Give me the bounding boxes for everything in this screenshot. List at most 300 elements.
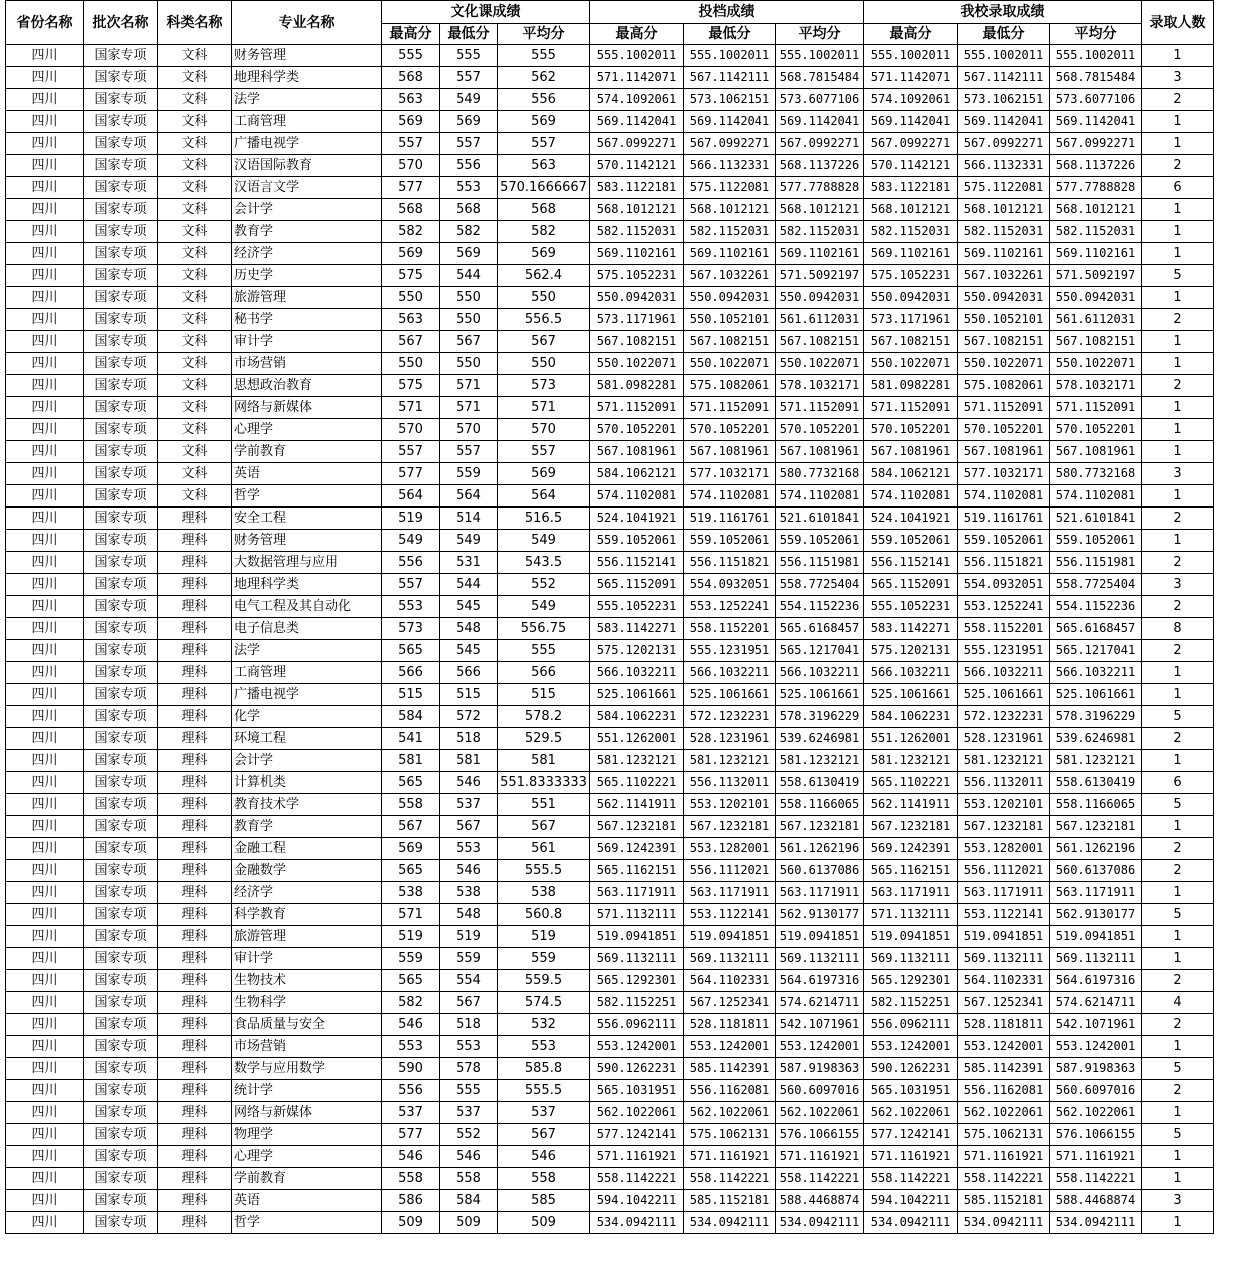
cell-admit-max[interactable]: 590.1262231 bbox=[864, 1058, 958, 1080]
cell-culture-avg[interactable]: 556 bbox=[498, 89, 590, 111]
cell-culture-max[interactable]: 590 bbox=[382, 1058, 440, 1080]
cell-culture-max[interactable]: 573 bbox=[382, 618, 440, 640]
cell-category[interactable]: 理科 bbox=[158, 1102, 232, 1124]
cell-admit-min[interactable]: 567.0992271 bbox=[958, 133, 1050, 155]
cell-count[interactable]: 1 bbox=[1142, 419, 1214, 441]
cell-file-min[interactable]: 563.1171911 bbox=[684, 882, 776, 904]
header-file-min[interactable]: 最低分 bbox=[684, 24, 776, 45]
cell-file-max[interactable]: 566.1032211 bbox=[590, 662, 684, 684]
cell-major[interactable]: 经济学 bbox=[232, 243, 382, 265]
table-row[interactable] bbox=[6, 463, 1214, 485]
cell-admit-max[interactable]: 571.1152091 bbox=[864, 397, 958, 419]
cell-count[interactable]: 1 bbox=[1142, 133, 1214, 155]
cell-admit-min[interactable]: 563.1171911 bbox=[958, 882, 1050, 904]
cell-culture-avg[interactable]: 567 bbox=[498, 816, 590, 838]
table-row[interactable] bbox=[6, 1168, 1214, 1190]
cell-province[interactable]: 四川 bbox=[6, 574, 84, 596]
cell-admit-min[interactable]: 519.1161761 bbox=[958, 507, 1050, 530]
cell-admit-avg[interactable]: 568.1137226 bbox=[1050, 155, 1142, 177]
cell-file-max[interactable]: 569.1242391 bbox=[590, 838, 684, 860]
cell-file-avg[interactable]: 565.1217041 bbox=[776, 640, 864, 662]
cell-province[interactable]: 四川 bbox=[6, 772, 84, 794]
cell-culture-max[interactable]: 553 bbox=[382, 1036, 440, 1058]
cell-major[interactable]: 计算机类 bbox=[232, 772, 382, 794]
cell-culture-min[interactable]: 569 bbox=[440, 243, 498, 265]
cell-admit-max[interactable]: 584.1062121 bbox=[864, 463, 958, 485]
cell-culture-max[interactable]: 577 bbox=[382, 177, 440, 199]
table-row[interactable] bbox=[6, 111, 1214, 133]
cell-major[interactable]: 财务管理 bbox=[232, 45, 382, 67]
cell-admit-avg[interactable]: 519.0941851 bbox=[1050, 926, 1142, 948]
cell-file-avg[interactable]: 573.6077106 bbox=[776, 89, 864, 111]
cell-culture-max[interactable]: 565 bbox=[382, 772, 440, 794]
cell-count[interactable]: 1 bbox=[1142, 1168, 1214, 1190]
cell-file-max[interactable]: 583.1142271 bbox=[590, 618, 684, 640]
cell-batch[interactable]: 国家专项 bbox=[84, 992, 158, 1014]
cell-culture-min[interactable]: 567 bbox=[440, 992, 498, 1014]
cell-admit-max[interactable]: 569.1142041 bbox=[864, 111, 958, 133]
cell-culture-min[interactable]: 555 bbox=[440, 1080, 498, 1102]
cell-batch[interactable]: 国家专项 bbox=[84, 706, 158, 728]
cell-admit-min[interactable]: 568.1012121 bbox=[958, 199, 1050, 221]
cell-batch[interactable]: 国家专项 bbox=[84, 177, 158, 199]
cell-admit-max[interactable]: 567.1082151 bbox=[864, 331, 958, 353]
table-row[interactable] bbox=[6, 970, 1214, 992]
cell-batch[interactable]: 国家专项 bbox=[84, 353, 158, 375]
cell-batch[interactable]: 国家专项 bbox=[84, 882, 158, 904]
cell-admit-min[interactable]: 519.0941851 bbox=[958, 926, 1050, 948]
cell-file-avg[interactable]: 574.1102081 bbox=[776, 485, 864, 508]
cell-file-avg[interactable]: 525.1061661 bbox=[776, 684, 864, 706]
cell-file-min[interactable]: 573.1062151 bbox=[684, 89, 776, 111]
table-row[interactable] bbox=[6, 177, 1214, 199]
cell-file-min[interactable]: 528.1181811 bbox=[684, 1014, 776, 1036]
cell-province[interactable]: 四川 bbox=[6, 618, 84, 640]
cell-major[interactable]: 旅游管理 bbox=[232, 926, 382, 948]
cell-count[interactable]: 2 bbox=[1142, 309, 1214, 331]
cell-culture-avg[interactable]: 551 bbox=[498, 794, 590, 816]
cell-file-avg[interactable]: 554.1152236 bbox=[776, 596, 864, 618]
cell-file-max[interactable]: 519.0941851 bbox=[590, 926, 684, 948]
cell-culture-max[interactable]: 564 bbox=[382, 485, 440, 508]
table-row[interactable] bbox=[6, 706, 1214, 728]
cell-culture-max[interactable]: 559 bbox=[382, 948, 440, 970]
cell-culture-min[interactable]: 566 bbox=[440, 662, 498, 684]
cell-major[interactable]: 教育学 bbox=[232, 221, 382, 243]
cell-culture-avg[interactable]: 537 bbox=[498, 1102, 590, 1124]
cell-admit-max[interactable]: 565.1292301 bbox=[864, 970, 958, 992]
cell-culture-avg[interactable]: 546 bbox=[498, 1146, 590, 1168]
cell-culture-avg[interactable]: 509 bbox=[498, 1212, 590, 1234]
cell-admit-avg[interactable]: 569.1142041 bbox=[1050, 111, 1142, 133]
cell-file-avg[interactable]: 521.6101841 bbox=[776, 507, 864, 530]
cell-major[interactable]: 市场营销 bbox=[232, 1036, 382, 1058]
cell-culture-avg[interactable]: 555.5 bbox=[498, 1080, 590, 1102]
cell-admit-min[interactable]: 575.1062131 bbox=[958, 1124, 1050, 1146]
cell-count[interactable]: 4 bbox=[1142, 992, 1214, 1014]
table-row[interactable] bbox=[6, 1124, 1214, 1146]
cell-culture-avg[interactable]: 582 bbox=[498, 221, 590, 243]
cell-batch[interactable]: 国家专项 bbox=[84, 618, 158, 640]
cell-count[interactable]: 2 bbox=[1142, 89, 1214, 111]
cell-file-min[interactable]: 528.1231961 bbox=[684, 728, 776, 750]
cell-major[interactable]: 秘书学 bbox=[232, 309, 382, 331]
cell-count[interactable]: 1 bbox=[1142, 331, 1214, 353]
cell-province[interactable]: 四川 bbox=[6, 67, 84, 89]
cell-admit-min[interactable]: 558.1152201 bbox=[958, 618, 1050, 640]
cell-file-avg[interactable]: 567.0992271 bbox=[776, 133, 864, 155]
cell-culture-max[interactable]: 568 bbox=[382, 67, 440, 89]
cell-count[interactable]: 3 bbox=[1142, 574, 1214, 596]
cell-culture-min[interactable]: 567 bbox=[440, 816, 498, 838]
cell-province[interactable]: 四川 bbox=[6, 882, 84, 904]
cell-culture-avg[interactable]: 553 bbox=[498, 1036, 590, 1058]
cell-category[interactable]: 文科 bbox=[158, 353, 232, 375]
cell-culture-avg[interactable]: 543.5 bbox=[498, 552, 590, 574]
cell-culture-avg[interactable]: 532 bbox=[498, 1014, 590, 1036]
cell-admit-avg[interactable]: 563.1171911 bbox=[1050, 882, 1142, 904]
cell-file-avg[interactable]: 565.6168457 bbox=[776, 618, 864, 640]
cell-file-max[interactable]: 574.1092061 bbox=[590, 89, 684, 111]
cell-admit-max[interactable]: 577.1242141 bbox=[864, 1124, 958, 1146]
cell-file-min[interactable]: 553.1122141 bbox=[684, 904, 776, 926]
cell-admit-min[interactable]: 559.1052061 bbox=[958, 530, 1050, 552]
cell-file-avg[interactable]: 581.1232121 bbox=[776, 750, 864, 772]
cell-admit-min[interactable]: 556.1112021 bbox=[958, 860, 1050, 882]
cell-count[interactable]: 5 bbox=[1142, 706, 1214, 728]
cell-file-avg[interactable]: 555.1002011 bbox=[776, 45, 864, 67]
cell-culture-max[interactable]: 546 bbox=[382, 1014, 440, 1036]
cell-major[interactable]: 教育学 bbox=[232, 816, 382, 838]
cell-file-avg[interactable]: 578.3196229 bbox=[776, 706, 864, 728]
cell-file-min[interactable]: 571.1161921 bbox=[684, 1146, 776, 1168]
cell-file-avg[interactable]: 558.6130419 bbox=[776, 772, 864, 794]
cell-culture-avg[interactable]: 568 bbox=[498, 199, 590, 221]
cell-province[interactable]: 四川 bbox=[6, 992, 84, 1014]
cell-culture-min[interactable]: 546 bbox=[440, 860, 498, 882]
cell-province[interactable]: 四川 bbox=[6, 838, 84, 860]
cell-province[interactable]: 四川 bbox=[6, 287, 84, 309]
cell-province[interactable]: 四川 bbox=[6, 265, 84, 287]
cell-category[interactable]: 理科 bbox=[158, 948, 232, 970]
cell-culture-max[interactable]: 586 bbox=[382, 1190, 440, 1212]
cell-admit-min[interactable]: 556.1162081 bbox=[958, 1080, 1050, 1102]
cell-culture-max[interactable]: 509 bbox=[382, 1212, 440, 1234]
header-culture-max[interactable]: 最高分 bbox=[382, 24, 440, 45]
cell-file-max[interactable]: 581.0982281 bbox=[590, 375, 684, 397]
cell-culture-avg[interactable]: 556.5 bbox=[498, 309, 590, 331]
cell-file-min[interactable]: 567.1252341 bbox=[684, 992, 776, 1014]
cell-batch[interactable]: 国家专项 bbox=[84, 728, 158, 750]
cell-file-min[interactable]: 567.1081961 bbox=[684, 441, 776, 463]
cell-file-min[interactable]: 553.1202101 bbox=[684, 794, 776, 816]
cell-category[interactable]: 文科 bbox=[158, 331, 232, 353]
cell-culture-avg[interactable]: 516.5 bbox=[498, 507, 590, 530]
cell-category[interactable]: 理科 bbox=[158, 1014, 232, 1036]
cell-admit-max[interactable]: 556.1152141 bbox=[864, 552, 958, 574]
cell-admit-max[interactable]: 583.1142271 bbox=[864, 618, 958, 640]
cell-admit-min[interactable]: 555.1002011 bbox=[958, 45, 1050, 67]
cell-major[interactable]: 会计学 bbox=[232, 750, 382, 772]
cell-admit-avg[interactable]: 562.1022061 bbox=[1050, 1102, 1142, 1124]
cell-admit-min[interactable]: 556.1132011 bbox=[958, 772, 1050, 794]
cell-admit-max[interactable]: 550.0942031 bbox=[864, 287, 958, 309]
cell-culture-avg[interactable]: 558 bbox=[498, 1168, 590, 1190]
cell-culture-min[interactable]: 569 bbox=[440, 111, 498, 133]
cell-count[interactable]: 3 bbox=[1142, 1190, 1214, 1212]
table-row[interactable] bbox=[6, 904, 1214, 926]
cell-province[interactable]: 四川 bbox=[6, 221, 84, 243]
cell-file-max[interactable]: 567.0992271 bbox=[590, 133, 684, 155]
cell-batch[interactable]: 国家专项 bbox=[84, 1102, 158, 1124]
cell-file-avg[interactable]: 556.1151981 bbox=[776, 552, 864, 574]
cell-count[interactable]: 1 bbox=[1142, 1146, 1214, 1168]
cell-admit-min[interactable]: 572.1232231 bbox=[958, 706, 1050, 728]
cell-admit-max[interactable]: 569.1132111 bbox=[864, 948, 958, 970]
cell-culture-min[interactable]: 554 bbox=[440, 970, 498, 992]
cell-file-max[interactable]: 584.1062121 bbox=[590, 463, 684, 485]
cell-admit-max[interactable]: 562.1022061 bbox=[864, 1102, 958, 1124]
cell-culture-avg[interactable]: 569 bbox=[498, 463, 590, 485]
cell-file-max[interactable]: 559.1052061 bbox=[590, 530, 684, 552]
cell-admit-avg[interactable]: 560.6097016 bbox=[1050, 1080, 1142, 1102]
cell-admit-avg[interactable]: 565.6168457 bbox=[1050, 618, 1142, 640]
cell-file-min[interactable]: 556.1151821 bbox=[684, 552, 776, 574]
table-row[interactable] bbox=[6, 596, 1214, 618]
cell-major[interactable]: 法学 bbox=[232, 640, 382, 662]
cell-file-max[interactable]: 534.0942111 bbox=[590, 1212, 684, 1234]
cell-culture-avg[interactable]: 566 bbox=[498, 662, 590, 684]
cell-file-avg[interactable]: 567.1081961 bbox=[776, 441, 864, 463]
cell-culture-max[interactable]: 582 bbox=[382, 221, 440, 243]
cell-file-min[interactable]: 566.1132331 bbox=[684, 155, 776, 177]
cell-admit-avg[interactable]: 566.1032211 bbox=[1050, 662, 1142, 684]
cell-admit-avg[interactable]: 569.1132111 bbox=[1050, 948, 1142, 970]
cell-admit-max[interactable]: 519.0941851 bbox=[864, 926, 958, 948]
cell-admit-avg[interactable]: 558.7725404 bbox=[1050, 574, 1142, 596]
cell-culture-max[interactable]: 565 bbox=[382, 640, 440, 662]
cell-culture-max[interactable]: 550 bbox=[382, 287, 440, 309]
cell-province[interactable]: 四川 bbox=[6, 948, 84, 970]
cell-category[interactable]: 理科 bbox=[158, 970, 232, 992]
cell-file-min[interactable]: 519.1161761 bbox=[684, 507, 776, 530]
cell-admit-max[interactable]: 555.1002011 bbox=[864, 45, 958, 67]
cell-culture-min[interactable]: 537 bbox=[440, 794, 498, 816]
cell-category[interactable]: 文科 bbox=[158, 441, 232, 463]
cell-category[interactable]: 理科 bbox=[158, 1212, 232, 1234]
cell-count[interactable]: 2 bbox=[1142, 375, 1214, 397]
cell-culture-avg[interactable]: 559 bbox=[498, 948, 590, 970]
cell-category[interactable]: 文科 bbox=[158, 287, 232, 309]
header-file-max[interactable]: 最高分 bbox=[590, 24, 684, 45]
cell-culture-max[interactable]: 549 bbox=[382, 530, 440, 552]
cell-culture-min[interactable]: 555 bbox=[440, 45, 498, 67]
cell-file-min[interactable]: 553.1242001 bbox=[684, 1036, 776, 1058]
cell-major[interactable]: 审计学 bbox=[232, 948, 382, 970]
cell-province[interactable]: 四川 bbox=[6, 706, 84, 728]
cell-file-max[interactable]: 556.0962111 bbox=[590, 1014, 684, 1036]
cell-count[interactable]: 2 bbox=[1142, 1080, 1214, 1102]
cell-culture-max[interactable]: 569 bbox=[382, 838, 440, 860]
cell-culture-max[interactable]: 556 bbox=[382, 1080, 440, 1102]
header-admit-max[interactable]: 最高分 bbox=[864, 24, 958, 45]
cell-count[interactable]: 1 bbox=[1142, 1212, 1214, 1234]
cell-admit-avg[interactable]: 561.6112031 bbox=[1050, 309, 1142, 331]
cell-province[interactable]: 四川 bbox=[6, 1014, 84, 1036]
cell-admit-avg[interactable]: 574.1102081 bbox=[1050, 485, 1142, 508]
cell-culture-min[interactable]: 518 bbox=[440, 728, 498, 750]
cell-culture-min[interactable]: 550 bbox=[440, 353, 498, 375]
cell-admit-max[interactable]: 582.1152251 bbox=[864, 992, 958, 1014]
cell-category[interactable]: 理科 bbox=[158, 1080, 232, 1102]
cell-category[interactable]: 理科 bbox=[158, 1058, 232, 1080]
table-row[interactable] bbox=[6, 816, 1214, 838]
table-row[interactable] bbox=[6, 287, 1214, 309]
cell-culture-avg[interactable]: 529.5 bbox=[498, 728, 590, 750]
cell-category[interactable]: 文科 bbox=[158, 221, 232, 243]
cell-culture-min[interactable]: 582 bbox=[440, 221, 498, 243]
cell-count[interactable]: 1 bbox=[1142, 882, 1214, 904]
header-count[interactable]: 录取人数 bbox=[1142, 1, 1214, 45]
cell-category[interactable]: 理科 bbox=[158, 772, 232, 794]
cell-admit-max[interactable]: 594.1042211 bbox=[864, 1190, 958, 1212]
cell-major[interactable]: 审计学 bbox=[232, 331, 382, 353]
cell-province[interactable]: 四川 bbox=[6, 463, 84, 485]
cell-culture-max[interactable]: 567 bbox=[382, 816, 440, 838]
cell-culture-min[interactable]: 581 bbox=[440, 750, 498, 772]
cell-category[interactable]: 文科 bbox=[158, 397, 232, 419]
cell-admit-max[interactable]: 567.0992271 bbox=[864, 133, 958, 155]
cell-culture-min[interactable]: 572 bbox=[440, 706, 498, 728]
cell-admit-max[interactable]: 571.1132111 bbox=[864, 904, 958, 926]
cell-culture-avg[interactable]: 561 bbox=[498, 838, 590, 860]
cell-category[interactable]: 理科 bbox=[158, 618, 232, 640]
cell-admit-max[interactable]: 582.1152031 bbox=[864, 221, 958, 243]
cell-count[interactable]: 3 bbox=[1142, 67, 1214, 89]
cell-file-avg[interactable]: 587.9198363 bbox=[776, 1058, 864, 1080]
cell-file-max[interactable]: 567.1082151 bbox=[590, 331, 684, 353]
cell-province[interactable]: 四川 bbox=[6, 1146, 84, 1168]
cell-culture-min[interactable]: 548 bbox=[440, 904, 498, 926]
cell-admit-avg[interactable]: 569.1102161 bbox=[1050, 243, 1142, 265]
cell-admit-min[interactable]: 567.1082151 bbox=[958, 331, 1050, 353]
cell-file-max[interactable]: 582.1152031 bbox=[590, 221, 684, 243]
cell-file-max[interactable]: 569.1142041 bbox=[590, 111, 684, 133]
cell-file-avg[interactable]: 568.1137226 bbox=[776, 155, 864, 177]
cell-batch[interactable]: 国家专项 bbox=[84, 1080, 158, 1102]
cell-count[interactable]: 2 bbox=[1142, 860, 1214, 882]
cell-culture-min[interactable]: 550 bbox=[440, 287, 498, 309]
cell-province[interactable]: 四川 bbox=[6, 375, 84, 397]
cell-culture-avg[interactable]: 570.1666667 bbox=[498, 177, 590, 199]
cell-file-max[interactable]: 565.1102221 bbox=[590, 772, 684, 794]
cell-category[interactable]: 理科 bbox=[158, 904, 232, 926]
cell-province[interactable]: 四川 bbox=[6, 970, 84, 992]
cell-province[interactable]: 四川 bbox=[6, 1102, 84, 1124]
cell-count[interactable]: 2 bbox=[1142, 552, 1214, 574]
cell-culture-max[interactable]: 515 bbox=[382, 684, 440, 706]
cell-file-max[interactable]: 590.1262231 bbox=[590, 1058, 684, 1080]
cell-admit-avg[interactable]: 570.1052201 bbox=[1050, 419, 1142, 441]
cell-batch[interactable]: 国家专项 bbox=[84, 243, 158, 265]
cell-count[interactable]: 2 bbox=[1142, 838, 1214, 860]
cell-culture-avg[interactable]: 538 bbox=[498, 882, 590, 904]
cell-file-avg[interactable]: 578.1032171 bbox=[776, 375, 864, 397]
cell-file-min[interactable]: 564.1102331 bbox=[684, 970, 776, 992]
table-row[interactable] bbox=[6, 221, 1214, 243]
cell-file-min[interactable]: 525.1061661 bbox=[684, 684, 776, 706]
table-row[interactable] bbox=[6, 67, 1214, 89]
cell-batch[interactable]: 国家专项 bbox=[84, 948, 158, 970]
cell-file-min[interactable]: 559.1052061 bbox=[684, 530, 776, 552]
table-row[interactable] bbox=[6, 155, 1214, 177]
cell-admit-max[interactable]: 562.1141911 bbox=[864, 794, 958, 816]
cell-file-max[interactable]: 565.1152091 bbox=[590, 574, 684, 596]
cell-admit-avg[interactable]: 555.1002011 bbox=[1050, 45, 1142, 67]
cell-culture-min[interactable]: 549 bbox=[440, 89, 498, 111]
cell-batch[interactable]: 国家专项 bbox=[84, 441, 158, 463]
cell-culture-min[interactable]: 559 bbox=[440, 948, 498, 970]
cell-file-max[interactable]: 525.1061661 bbox=[590, 684, 684, 706]
cell-batch[interactable]: 国家专项 bbox=[84, 794, 158, 816]
cell-culture-max[interactable]: 577 bbox=[382, 463, 440, 485]
cell-count[interactable]: 1 bbox=[1142, 111, 1214, 133]
cell-file-min[interactable]: 581.1232121 bbox=[684, 750, 776, 772]
cell-major[interactable]: 英语 bbox=[232, 1190, 382, 1212]
cell-batch[interactable]: 国家专项 bbox=[84, 45, 158, 67]
cell-file-max[interactable]: 571.1152091 bbox=[590, 397, 684, 419]
table-row[interactable] bbox=[6, 530, 1214, 552]
cell-admit-avg[interactable]: 562.9130177 bbox=[1050, 904, 1142, 926]
table-row[interactable] bbox=[6, 838, 1214, 860]
table-row[interactable] bbox=[6, 375, 1214, 397]
cell-count[interactable]: 5 bbox=[1142, 794, 1214, 816]
cell-category[interactable]: 文科 bbox=[158, 133, 232, 155]
cell-admit-min[interactable]: 577.1032171 bbox=[958, 463, 1050, 485]
table-row[interactable] bbox=[6, 133, 1214, 155]
cell-admit-max[interactable]: 574.1092061 bbox=[864, 89, 958, 111]
cell-file-max[interactable]: 573.1171961 bbox=[590, 309, 684, 331]
cell-file-max[interactable]: 558.1142221 bbox=[590, 1168, 684, 1190]
cell-category[interactable]: 文科 bbox=[158, 375, 232, 397]
cell-admit-min[interactable]: 562.1022061 bbox=[958, 1102, 1050, 1124]
cell-culture-min[interactable]: 557 bbox=[440, 67, 498, 89]
cell-major[interactable]: 金融工程 bbox=[232, 838, 382, 860]
cell-culture-max[interactable]: 519 bbox=[382, 507, 440, 530]
cell-category[interactable]: 文科 bbox=[158, 45, 232, 67]
cell-batch[interactable]: 国家专项 bbox=[84, 485, 158, 508]
cell-file-max[interactable]: 550.1022071 bbox=[590, 353, 684, 375]
header-major[interactable]: 专业名称 bbox=[232, 1, 382, 45]
cell-count[interactable]: 2 bbox=[1142, 970, 1214, 992]
cell-count[interactable]: 1 bbox=[1142, 750, 1214, 772]
cell-culture-avg[interactable]: 552 bbox=[498, 574, 590, 596]
cell-culture-avg[interactable]: 569 bbox=[498, 111, 590, 133]
cell-admit-max[interactable]: 567.1081961 bbox=[864, 441, 958, 463]
cell-batch[interactable]: 国家专项 bbox=[84, 970, 158, 992]
cell-culture-avg[interactable]: 578.2 bbox=[498, 706, 590, 728]
cell-file-max[interactable]: 568.1012121 bbox=[590, 199, 684, 221]
cell-major[interactable]: 食品质量与安全 bbox=[232, 1014, 382, 1036]
cell-admit-max[interactable]: 563.1171911 bbox=[864, 882, 958, 904]
table-row[interactable] bbox=[6, 485, 1214, 508]
cell-province[interactable]: 四川 bbox=[6, 155, 84, 177]
cell-count[interactable]: 1 bbox=[1142, 287, 1214, 309]
cell-culture-min[interactable]: 556 bbox=[440, 155, 498, 177]
table-row[interactable] bbox=[6, 419, 1214, 441]
cell-file-min[interactable]: 519.0941851 bbox=[684, 926, 776, 948]
cell-count[interactable]: 1 bbox=[1142, 397, 1214, 419]
